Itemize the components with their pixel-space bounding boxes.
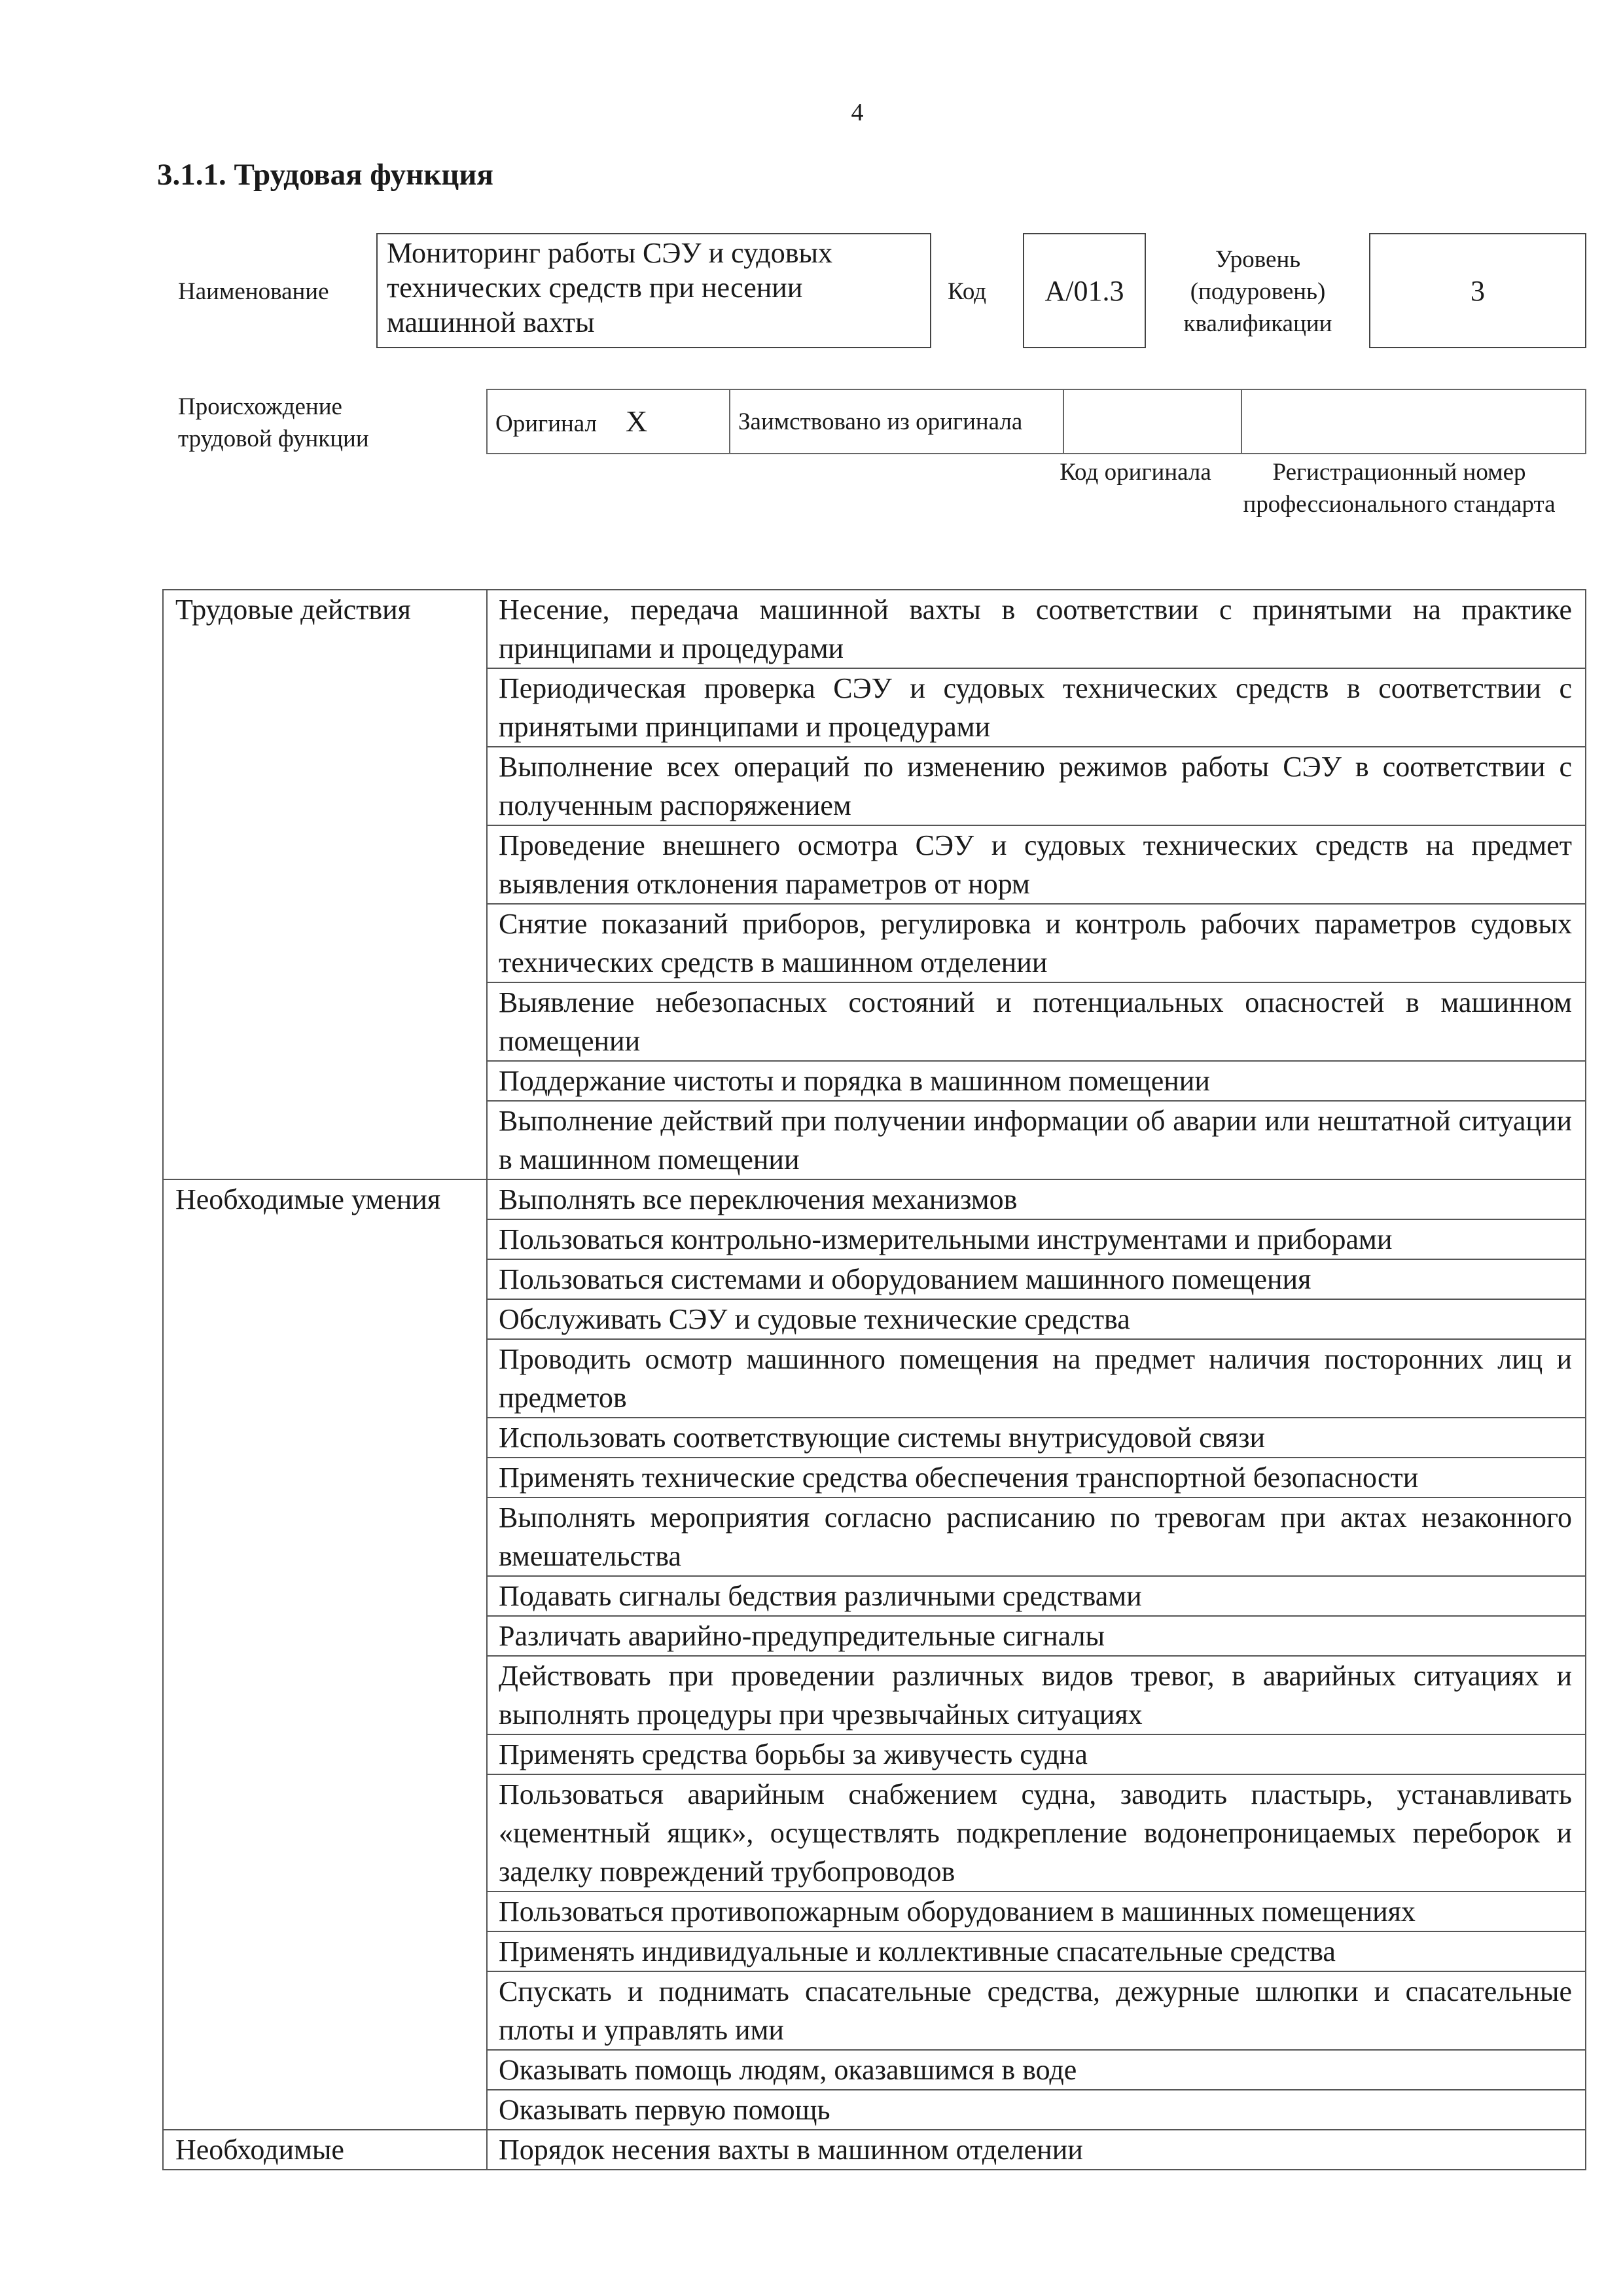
table-row	[163, 1179, 1586, 1219]
section-heading: 3.1.1. Трудовая функция	[157, 158, 493, 192]
borrowed-cell	[730, 389, 1063, 454]
level-value-box: 3	[1369, 233, 1586, 348]
section-item: Выполнять мероприятия согласно расписанию по тревогам при актах незаконного вмешательства	[487, 1498, 1586, 1576]
section-item: Пользоваться системами и оборудованием машинного помещения	[487, 1259, 1586, 1299]
section-item: Проведение внешнего осмотра СЭУ и судовых технических средств на предмет выявления отклонения параметров от норм	[487, 825, 1586, 904]
section-title: Необходимые	[163, 2130, 487, 2170]
section-item: Выполнение всех операций по изменению режимов работы СЭУ в соответствии с полученным распоряжением	[487, 747, 1586, 825]
section-item: Использовать соответствующие системы внутрисудовой связи	[487, 1418, 1586, 1458]
section-title: Трудовые действия	[163, 590, 487, 1179]
section-item: Выполнять все переключения механизмов	[487, 1179, 1586, 1219]
section-item: Обслуживать СЭУ и судовые технические средства	[487, 1299, 1586, 1339]
section-item: Поддержание чистоты и порядка в машинном помещении	[487, 1061, 1586, 1101]
section-item: Пользоваться контрольно-измерительными инструментами и приборами	[487, 1219, 1586, 1259]
section-item: Пользоваться противопожарным оборудованием в машинных помещениях	[487, 1892, 1586, 1931]
function-details-table	[162, 589, 1586, 2170]
original-mark: Х	[626, 404, 648, 438]
section-item: Действовать при проведении различных видов тревог, в аварийных ситуациях и выполнять процедуры при чрезвычайных ситуациях	[487, 1656, 1586, 1734]
section-item: Оказывать помощь людям, оказавшимся в воде	[487, 2050, 1586, 2090]
section-item: Применять технические средства обеспечения транспортной безопасности	[487, 1458, 1586, 1498]
code-label: Код	[948, 278, 987, 305]
name-label: Наименование	[178, 278, 329, 305]
section-item: Оказывать первую помощь	[487, 2090, 1586, 2130]
original-code-cell	[1063, 389, 1241, 454]
section-item: Выявление небезопасных состояний и потенциальных опасностей в машинном помещении	[487, 982, 1586, 1061]
origin-label: Происхождение трудовой функции	[178, 393, 369, 452]
section-item: Несение, передача машинной вахты в соответствии с принятыми на практике принципами и процедурами	[487, 590, 1586, 668]
reg-number-cell	[1241, 389, 1586, 454]
name-value-box: Мониторинг работы СЭУ и судовых технических средств при несении машинной вахты	[376, 233, 931, 348]
section-item: Пользоваться аварийным снабжением судна, заводить пластырь, устанавливать «цементный ящик», осуществлять подкрепление водонепроницаемых переборок и заделку повреждений трубопроводов	[487, 1774, 1586, 1892]
section-item: Спускать и поднимать спасательные средства, дежурные шлюпки и спасательные плоты и управлять ими	[487, 1971, 1586, 2050]
section-item: Различать аварийно-предупредительные сигналы	[487, 1616, 1586, 1656]
section-title: Необходимые умения	[163, 1179, 487, 2130]
code-original-caption: Код оригинала	[1060, 459, 1211, 486]
table-row	[163, 590, 1586, 668]
section-item: Проводить осмотр машинного помещения на предмет наличия посторонних лиц и предметов	[487, 1339, 1586, 1418]
borrowed-label: Заимствовано из оригинала	[738, 408, 1023, 435]
section-item: Применять средства борьбы за живучесть судна	[487, 1734, 1586, 1774]
section-item: Порядок несения вахты в машинном отделении	[487, 2130, 1586, 2170]
section-item: Подавать сигналы бедствия различными средствами	[487, 1576, 1586, 1616]
page-number: 4	[851, 99, 864, 126]
original-label: Оригинал	[495, 410, 597, 437]
section-item: Применять индивидуальные и коллективные спасательные средства	[487, 1931, 1586, 1971]
table-row	[163, 2130, 1586, 2170]
section-item: Выполнение действий при получении информации об аварии или нештатной ситуации в машинном помещении	[487, 1101, 1586, 1179]
reg-number-caption: Регистрационный номер профессионального стандарта	[1243, 459, 1556, 518]
level-label: Уровень (подуровень) квалификации	[1183, 246, 1332, 337]
section-item: Снятие показаний приборов, регулировка и контроль рабочих параметров судовых технических средств в машинном отделении	[487, 904, 1586, 982]
code-value-box: А/01.3	[1023, 233, 1146, 348]
section-item: Периодическая проверка СЭУ и судовых технических средств в соответствии с принятыми принципами и процедурами	[487, 668, 1586, 747]
origin-table	[486, 389, 1586, 454]
original-cell	[487, 389, 730, 454]
